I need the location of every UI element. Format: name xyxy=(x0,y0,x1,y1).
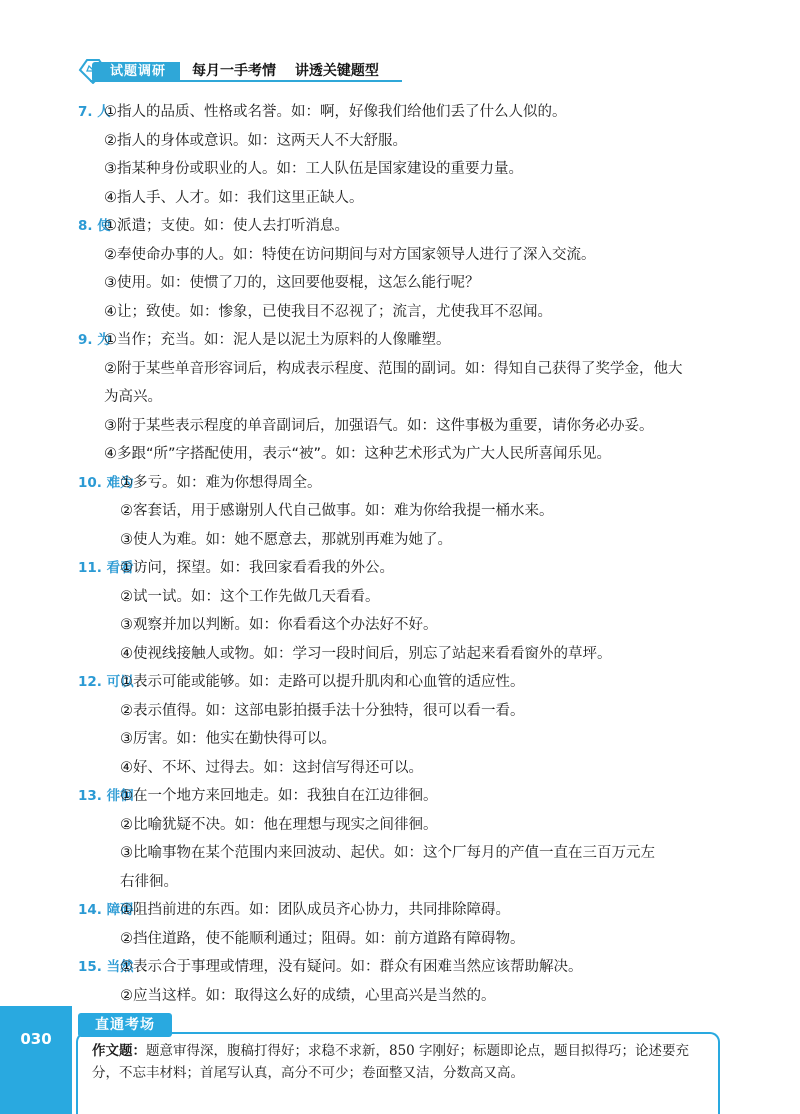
definition-example: 如：走路可以提升肌肉和心血管的适应性。 xyxy=(249,674,525,690)
section-badge-label: 试题调研 xyxy=(110,64,167,79)
definition-meaning: ④多跟“所”字搭配使用，表示“被”。 xyxy=(104,446,336,462)
entry-definition xyxy=(120,953,583,982)
definition-meaning: ①表示可能或能够。 xyxy=(120,674,249,690)
entry-definition xyxy=(120,668,525,697)
entry-definition xyxy=(104,155,523,184)
definition-example: 如：难为你想得周全。 xyxy=(176,474,322,491)
entry-line xyxy=(78,640,738,669)
definition-example: 如：我回家看看我的外公。 xyxy=(220,560,394,576)
definition-example: 如：这个工作先做几天看看。 xyxy=(191,588,380,605)
definition-meaning: ③厉害。 xyxy=(120,731,177,747)
definition-example: 如：学习一段时间后，别忘了站起来看看窗外的草坪。 xyxy=(263,645,612,662)
word-entry xyxy=(78,212,738,326)
definition-example: 如：他实在勤快得可以。 xyxy=(176,731,336,747)
definition-example: 如：难为你给我提一桶水来。 xyxy=(365,503,554,519)
entry-word: 9. 为 xyxy=(78,332,111,348)
entry-line xyxy=(78,697,738,726)
entry-line xyxy=(78,155,738,184)
definition-example: 如：使惯了刀的，这回要他耍棍，这怎么能行呢？ xyxy=(160,275,480,291)
definition-meaning: ①阻挡前进的东西。 xyxy=(120,902,249,918)
tip-badge: 直通考场 xyxy=(78,1013,172,1037)
definition-example: 如：他在理想与现实之间徘徊。 xyxy=(234,816,438,833)
entry-line xyxy=(78,184,738,213)
entry-line xyxy=(78,868,738,897)
entry-line xyxy=(78,355,738,384)
tip-text xyxy=(92,1040,704,1084)
tip-label: 作文题： xyxy=(92,1043,146,1059)
entry-word: 8. 使 xyxy=(78,218,111,234)
definition-meaning: ③使人为难。 xyxy=(120,531,206,548)
entry-definition xyxy=(104,355,683,384)
header-title-part: 讲透关键题型 xyxy=(294,63,379,79)
definition-meaning: ①多亏。 xyxy=(120,474,177,491)
definition-example: 如：这封信写得还可以。 xyxy=(263,759,423,776)
entry-line xyxy=(78,440,738,469)
entry-word: 15. 当然 xyxy=(78,959,134,975)
definition-meaning: ②表示值得。 xyxy=(120,702,206,719)
entry-definition xyxy=(120,640,612,669)
entry-line xyxy=(78,982,738,1011)
entry-line xyxy=(78,412,738,441)
entry-definition xyxy=(104,241,596,270)
definition-example: 如：我们这里正缺人。 xyxy=(218,189,364,206)
entry-word: 7. 人 xyxy=(78,104,111,120)
definition-example: 如：啊，好像我们给他们丢了什么人似的。 xyxy=(291,104,567,120)
entry-line xyxy=(78,497,738,526)
entry-line xyxy=(78,754,738,783)
definition-meaning: ④好、不坏、过得去。 xyxy=(120,759,264,776)
definition-meaning: ②比喻犹疑不决。 xyxy=(120,816,235,833)
definition-meaning: ②指人的身体或意识。 xyxy=(104,132,248,149)
entry-line xyxy=(78,839,738,868)
entry-line xyxy=(78,896,738,925)
word-entry xyxy=(78,782,738,896)
definition-meaning: ①访问，探望。 xyxy=(120,560,220,576)
definition-example: 为高兴。 xyxy=(104,389,162,405)
header-title xyxy=(192,60,393,82)
entry-definition xyxy=(120,497,554,526)
definition-meaning: ①派遣；支使。 xyxy=(104,218,204,234)
entry-word: 12. 可以 xyxy=(78,674,134,690)
definition-example: 如：你看看这个办法好不好。 xyxy=(249,617,438,633)
entry-line xyxy=(78,212,738,241)
entry-definition xyxy=(120,839,655,868)
entry-definition xyxy=(120,697,525,726)
entry-line xyxy=(78,611,738,640)
entry-definition xyxy=(120,782,438,811)
definition-meaning: ③附于某些表示程度的单音副词后，加强语气。 xyxy=(104,417,407,434)
entry-definition xyxy=(104,212,349,241)
entry-line xyxy=(78,269,738,298)
entry-line xyxy=(78,469,738,498)
entry-definition xyxy=(120,554,394,583)
definition-meaning: ①当作；充当。 xyxy=(104,332,204,348)
definition-example: 右徘徊。 xyxy=(120,873,178,890)
word-entries xyxy=(78,98,738,1010)
page-tab xyxy=(0,1006,72,1114)
entry-definition xyxy=(104,440,611,469)
word-entry xyxy=(78,554,738,668)
definition-meaning: ②奉使命办事的人。 xyxy=(104,246,233,263)
definition-example: 如：惨象，已使我目不忍视了；流言，尤使我耳不忍闻。 xyxy=(189,303,552,320)
definition-example: 如：工人队伍是国家建设的重要力量。 xyxy=(276,161,523,177)
word-entry xyxy=(78,98,738,212)
word-entry xyxy=(78,896,738,953)
definition-meaning: ①指人的品质、性格或名誉。 xyxy=(104,104,291,120)
definition-example: 如：团队成员齐心协力，共同排除障碍。 xyxy=(249,902,510,918)
definition-meaning: ①在一个地方来回地走。 xyxy=(120,788,278,804)
definition-example: 如：特使在访问期间与对方国家领导人进行了深入交流。 xyxy=(233,246,596,263)
entry-definition xyxy=(120,754,423,783)
entry-line xyxy=(78,526,738,555)
definition-example: 如：取得这么好的成绩，心里高兴是当然的。 xyxy=(205,987,496,1004)
entry-line xyxy=(78,668,738,697)
entry-definition xyxy=(104,127,407,156)
entry-line xyxy=(78,953,738,982)
definition-meaning: ④使视线接触人或物。 xyxy=(120,645,264,662)
definition-meaning: ③比喻事物在某个范围内来回波动、起伏。 xyxy=(120,845,394,861)
entry-word: 11. 看看 xyxy=(78,560,134,576)
definition-example: 如：她不愿意去，那就别再难为她了。 xyxy=(205,531,452,548)
definition-meaning: ③指某种身份或职业的人。 xyxy=(104,161,277,177)
definition-example: 如：前方道路有障碍物。 xyxy=(365,930,525,947)
definition-example: 如：这种艺术形式为广大人民所喜闻乐见。 xyxy=(335,446,612,462)
entry-line xyxy=(78,725,738,754)
definition-meaning: ①表示合于事理或情理，没有疑问。 xyxy=(120,959,351,975)
entry-definition xyxy=(120,583,380,612)
entry-line xyxy=(78,127,738,156)
tip-body: 题意审得深，腹稿打得好；求稳不求新，850 字刚好；标题即论点，题目拟得巧；论述要充分，不忘丰材料；首尾写认真，高分不可少；卷面整又洁，分数高又高。 xyxy=(92,1043,690,1081)
entry-word: 13. 徘徊 xyxy=(78,788,134,804)
word-entry xyxy=(78,469,738,555)
entry-line xyxy=(78,383,738,412)
entry-definition xyxy=(104,98,567,127)
definition-meaning: ②挡住道路，使不能顺利通过；阻碍。 xyxy=(120,930,365,947)
entry-definition xyxy=(120,811,438,840)
entry-definition xyxy=(104,184,364,213)
entry-definition xyxy=(104,383,162,412)
entry-line xyxy=(78,326,738,355)
entry-definition xyxy=(120,896,510,925)
definition-example: 如：这两天人不大舒服。 xyxy=(247,132,407,149)
definition-meaning: ②应当这样。 xyxy=(120,987,206,1004)
entry-definition xyxy=(120,925,525,954)
page-number: 030 xyxy=(20,1030,52,1048)
definition-meaning: ④指人手、人才。 xyxy=(104,189,219,206)
definition-example: 如：泥人是以泥土为原料的人像雕塑。 xyxy=(204,332,451,348)
entry-definition xyxy=(104,269,480,298)
entry-line xyxy=(78,98,738,127)
word-entry xyxy=(78,953,738,1010)
entry-line xyxy=(78,925,738,954)
entry-definition xyxy=(104,412,654,441)
entry-line xyxy=(78,583,738,612)
definition-meaning: ②试一试。 xyxy=(120,588,191,605)
definition-example: 如：我独自在江边徘徊。 xyxy=(278,788,438,804)
definition-example: 如：这部电影拍摄手法十分独特，很可以看一看。 xyxy=(205,702,525,719)
definition-meaning: ③观察并加以判断。 xyxy=(120,617,249,633)
entry-definition xyxy=(104,326,451,355)
entry-definition xyxy=(120,611,438,640)
definition-example: 如：得知自己获得了奖学金，他大 xyxy=(465,360,683,377)
definition-meaning: ②附于某些单音形容词后，构成表示程度、范围的副词。 xyxy=(104,360,465,377)
entry-definition xyxy=(120,725,336,754)
definition-example: 如：这个厂每月的产值一直在三百万元左 xyxy=(394,845,655,861)
header-title-part: 每月一手考情 xyxy=(192,63,276,79)
entry-line xyxy=(78,554,738,583)
word-entry xyxy=(78,326,738,469)
entry-definition xyxy=(120,868,178,897)
entry-line xyxy=(78,811,738,840)
entry-line xyxy=(78,782,738,811)
entry-definition xyxy=(104,298,552,327)
entry-definition xyxy=(120,982,496,1011)
entry-line xyxy=(78,241,738,270)
entry-word: 10. 难为 xyxy=(78,474,134,491)
definition-meaning: ③使用。 xyxy=(104,275,161,291)
word-entry xyxy=(78,668,738,782)
entry-definition xyxy=(120,469,322,498)
definition-example: 如：这件事极为重要，请你务必办妥。 xyxy=(407,417,654,434)
entry-line xyxy=(78,298,738,327)
definition-example: 如：使人去打听消息。 xyxy=(204,218,349,234)
definition-meaning: ④让；致使。 xyxy=(104,303,190,320)
definition-example: 如：群众有困难当然应该帮助解决。 xyxy=(350,959,583,975)
definition-meaning: ②客套话，用于感谢别人代自己做事。 xyxy=(120,503,365,519)
entry-definition xyxy=(120,526,452,555)
entry-word: 14. 障碍 xyxy=(78,902,134,918)
section-badge xyxy=(92,62,180,82)
